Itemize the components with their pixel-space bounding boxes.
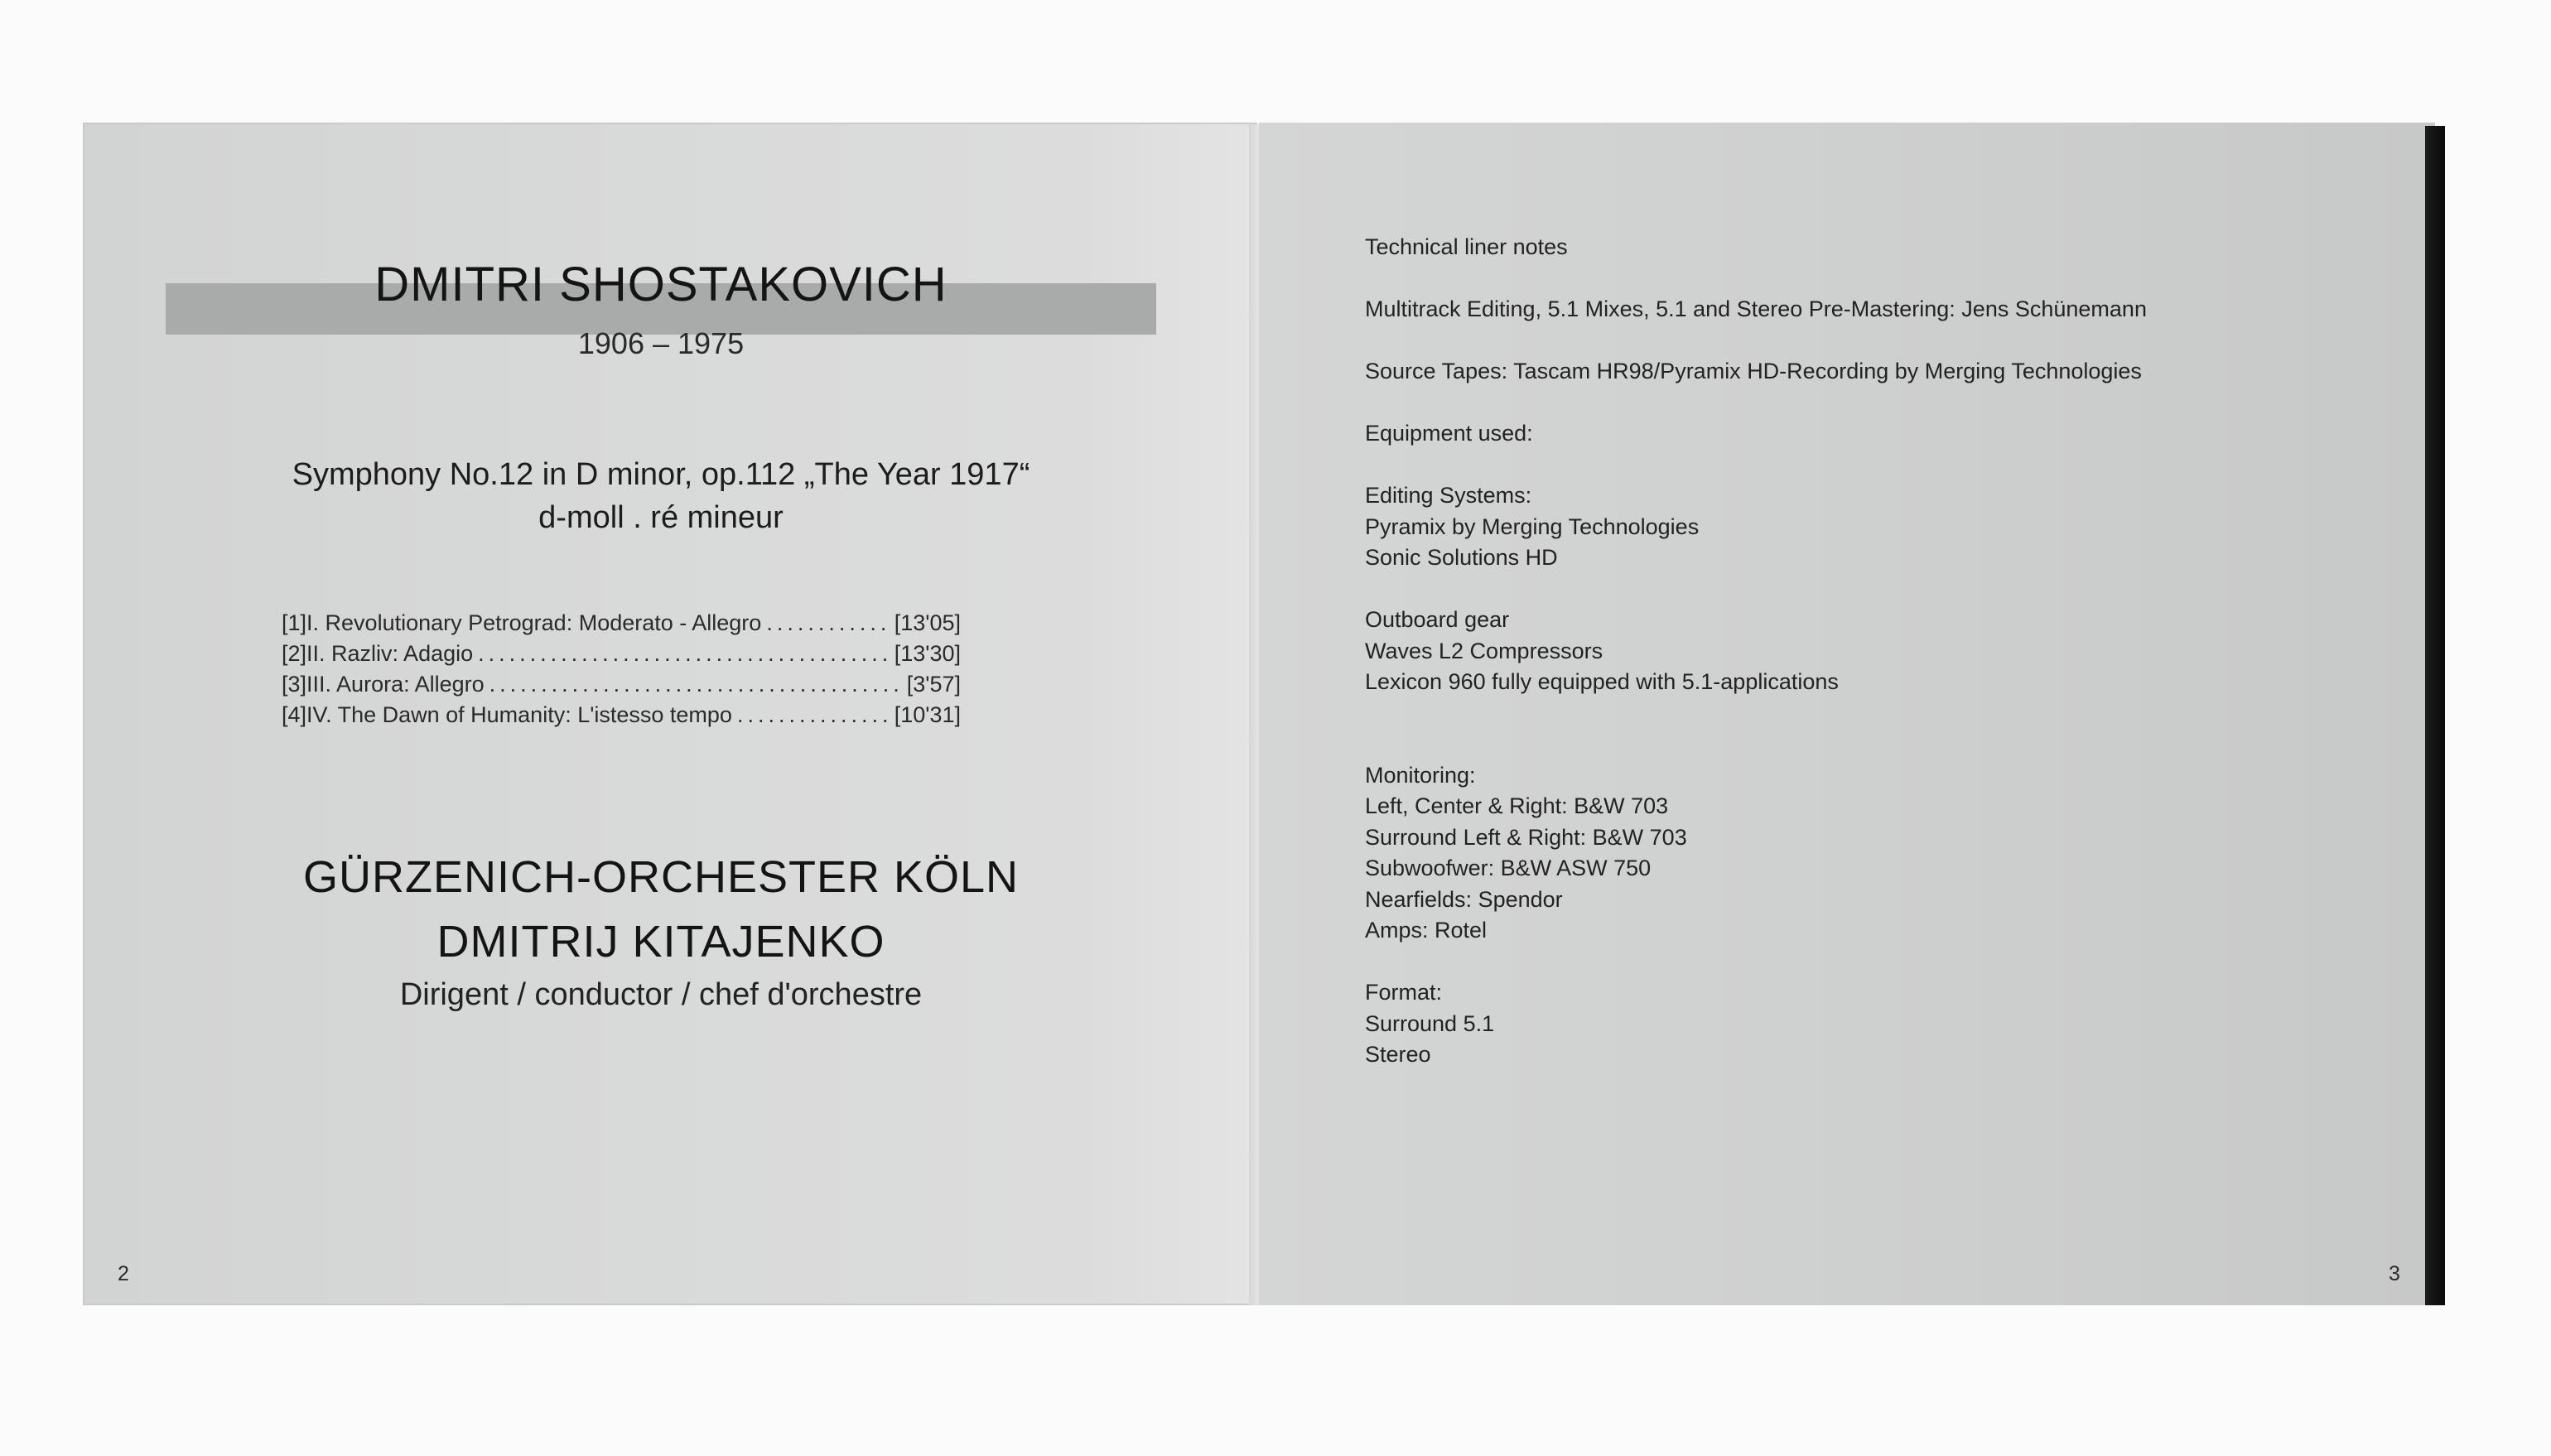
source-tapes: Source Tapes: Tascam HR98/Pyramix HD-Recording by Merging Technologies xyxy=(1365,359,2142,383)
track-row xyxy=(282,639,961,669)
outboard-gear-label: Outboard gear xyxy=(1365,607,1510,632)
track-number: [4] xyxy=(282,702,307,727)
list-item: Subwoofwer: B&W ASW 750 xyxy=(1365,856,1652,880)
page-number-right: 3 xyxy=(2389,1262,2400,1285)
track-title: II. Razliv: Adagio xyxy=(306,641,474,666)
list-item: Sonic Solutions HD xyxy=(1365,545,1558,570)
work-title: Symphony No.12 in D minor, op.112 „The Year 1917“ xyxy=(292,457,1030,492)
track-number: [2] xyxy=(282,641,307,666)
editing-systems-label: Editing Systems: xyxy=(1365,483,1532,508)
track-row xyxy=(282,700,961,730)
list-item: Amps: Rotel xyxy=(1365,918,1488,943)
equipment-heading: Equipment used: xyxy=(1365,421,1533,446)
track-title: IV. The Dawn of Humanity: L'istesso tempo xyxy=(306,702,732,727)
track-row xyxy=(282,608,961,639)
format-label: Format: xyxy=(1365,980,1443,1005)
list-item: Nearfields: Spendor xyxy=(1365,886,1563,912)
track-leader-dots xyxy=(478,641,890,667)
notes-heading: Technical liner notes xyxy=(1365,234,1568,259)
conductor-role: Dirigent / conductor / chef d'orchestre xyxy=(399,977,923,1012)
track-title: I. Revolutionary Petrograd: Moderato - Allegro xyxy=(306,610,762,635)
list-item: Waves L2 Compressors xyxy=(1365,638,1603,663)
orchestra-name: GÜRZENICH-ORCHESTER KÖLN xyxy=(302,852,1020,902)
track-list xyxy=(282,608,961,730)
track-leader-dots xyxy=(489,672,902,697)
track-duration: [3'57] xyxy=(906,672,961,697)
list-item: Stereo xyxy=(1365,1042,1431,1067)
track-row xyxy=(282,669,961,700)
track-leader-dots xyxy=(737,702,890,728)
track-title: III. Aurora: Allegro xyxy=(306,672,485,697)
work-subtitle: d-moll . ré mineur xyxy=(538,500,784,535)
track-leader-dots xyxy=(766,610,889,636)
page-edge-shadow xyxy=(2425,126,2445,1305)
conductor-name: DMITRIJ KITAJENKO xyxy=(436,917,885,967)
track-number: [1] xyxy=(282,610,307,635)
list-item: Left, Center & Right: B&W 703 xyxy=(1365,793,1669,818)
composer-name: DMITRI SHOSTAKOVICH xyxy=(374,258,948,311)
list-item: Surround Left & Right: B&W 703 xyxy=(1365,824,1687,850)
track-duration: [10'31] xyxy=(894,702,961,727)
list-item: Lexicon 960 fully equipped with 5.1-applications xyxy=(1365,669,1839,694)
editing-credit: Multitrack Editing, 5.1 Mixes, 5.1 and Stereo Pre-Mastering: Jens Schünemann xyxy=(1365,297,2147,321)
page-number-left: 2 xyxy=(118,1262,129,1285)
track-duration: [13'05] xyxy=(894,610,961,635)
monitoring-label: Monitoring: xyxy=(1365,762,1476,788)
composer-years: 1906 – 1975 xyxy=(577,326,745,360)
track-duration: [13'30] xyxy=(894,641,961,666)
track-number: [3] xyxy=(282,672,307,697)
list-item: Surround 5.1 xyxy=(1365,1010,1495,1036)
list-item: Pyramix by Merging Technologies xyxy=(1365,513,1700,539)
technical-notes xyxy=(1365,232,2359,1071)
